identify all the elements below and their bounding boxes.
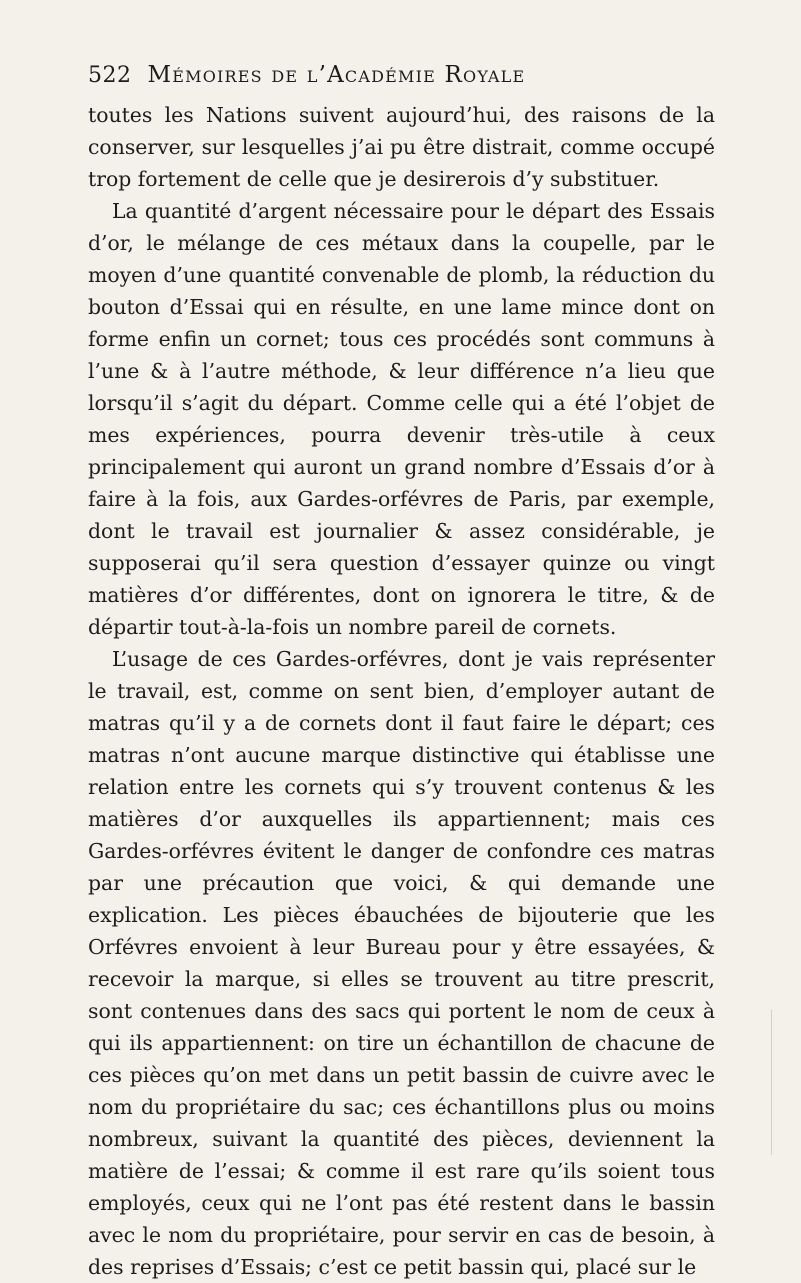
page-header bbox=[88, 64, 715, 87]
page-number: 522 bbox=[88, 63, 132, 88]
running-title: Mémoires de l’Académie Royale bbox=[147, 62, 526, 88]
body-text bbox=[88, 99, 715, 1283]
paragraph-1: toutes les Nations suivent aujourd’hui, des raisons de la conserver, sur lesquelles j’ai pu être distrait, comme occupé trop fortement de celle que je desirerois d’y substituer. bbox=[88, 103, 715, 191]
paragraph-3: L’usage de ces Gardes-orfévres, dont je vais représenter le travail, est, comme on sent bien, d’employer autant de matras qu’il y a de cornets dont il faut faire le départ; ces matras n’ont aucune marque distinctive qui établisse une relation entre les cornets qui s’y trouvent contenus & les matières d’or auxquelles ils appartiennent; mais ces Gardes-orfévres évitent le danger de confondre ces matras par une précaution que voici, & qui demande une explication. Les pièces ébauchées de bijouterie que les Orfévres envoient à leur Bureau pour y être essayées, & recevoir la marque, si elles se trouvent au titre prescrit, sont contenues dans des sacs qui portent le nom de ceux à qui ils appartiennent: on tire un échantillon de chacune de ces pièces qu’on met dans un petit bassin de cuivre avec le nom du propriétaire du sac; ces échantillons plus ou moins nombreux, suivant la quantité des pièces, deviennent la matière de l’essai; & comme il est rare qu’ils soient tous employés, ceux qui ne l’ont pas été restent dans le bassin avec le nom du propriétaire, pour servir en cas de besoin, à des reprises d’Essais; c’est ce petit bassin qui, placé sur le bbox=[88, 647, 715, 1279]
page-edge-shadow bbox=[771, 1010, 792, 1155]
paragraph-2: La quantité d’argent nécessaire pour le départ des Essais d’or, le mélange de ces métaux dans la coupelle, par le moyen d’une quantité convenable de plomb, la réduction du bouton d’Essai qui en résulte, en une lame mince dont on forme enfin un cornet; tous ces procédés sont communs à l’une & à l’autre méthode, & leur différence n’a lieu que lorsqu’il s’agit du départ. Comme celle qui a été l’objet de mes expériences, pourra devenir très-utile à ceux principalement qui auront un grand nombre d’Essais d’or à faire à la fois, aux Gardes-orfévres de Paris, par exemple, dont le travail est journalier & assez considérable, je supposerai qu’il sera question d’essayer quinze ou vingt matières d’or différentes, dont on ignorera le titre, & de départir tout-à-la-fois un nombre pareil de cornets. bbox=[88, 199, 715, 639]
